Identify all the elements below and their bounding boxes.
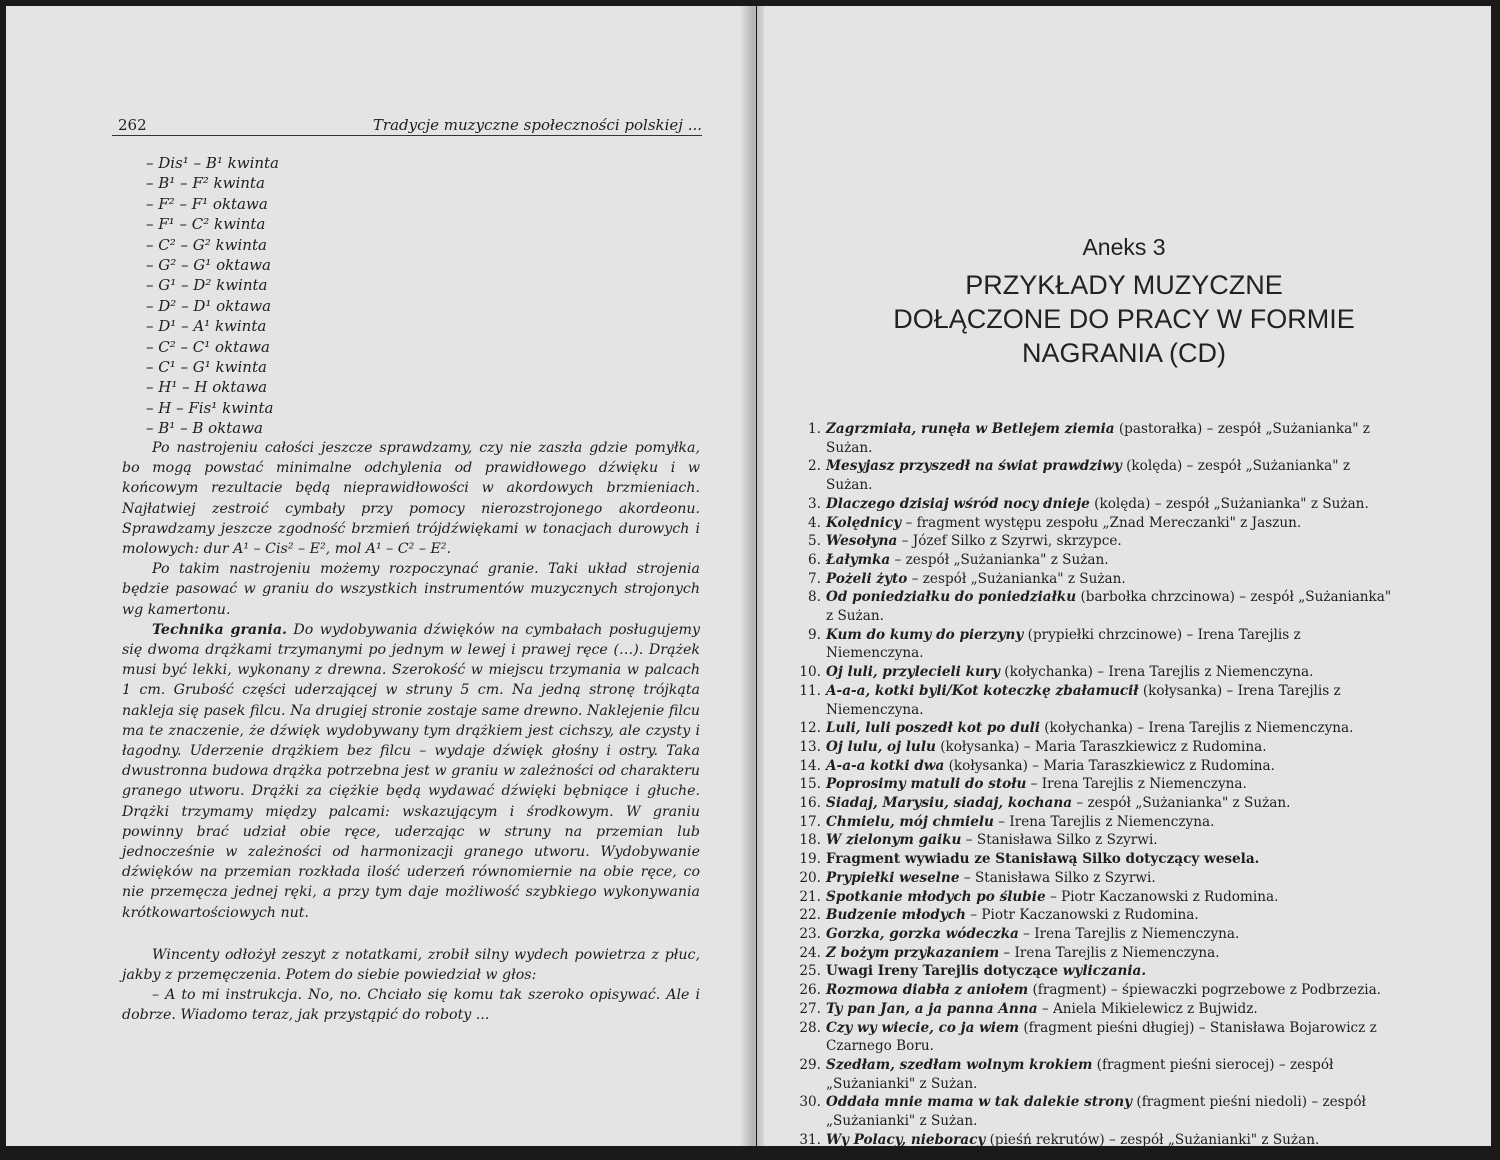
title-line: PRZYKŁADY MUZYCZNE (965, 270, 1283, 300)
recording-text (826, 944, 1393, 963)
recording-details: (kołychanka) – Irena Tarejlis z Niemenczyna. (999, 664, 1314, 681)
annex-heading: Aneks 3 (1082, 234, 1166, 260)
recording-details: (fragment) – śpiewaczki pogrzebowe z Podbrzezia. (1028, 982, 1382, 999)
paragraph: Po nastrojeniu całości jeszcze sprawdzamy, czy nie zaszła gdzie pomyłka, bo mogą powstać minimalne odchylenia od prawidłowego dźwięku i w końcowym rezultacie będą nieprawidłowości w akordowych brzmieniach. Najłatwiej zestroić cymbały przy pomocy nierozstrojonego akordeonu. Sprawdzamy jeszcze zgodność brzmień trójdźwiękami w tonacjach durowych i molowych: dur A¹ – Cis² – E², mol A¹ – C² – E². (122, 440, 700, 558)
recording-item (793, 1093, 1393, 1130)
recording-text (826, 1131, 1393, 1150)
recording-number: 6. (808, 551, 821, 568)
recording-text (826, 794, 1393, 813)
recording-number: 16. (799, 795, 821, 812)
recording-text (826, 588, 1393, 625)
interval-item: – C¹ – G¹ kwinta (146, 358, 267, 377)
recording-details: (kolęda) – zespół „Sużanianka" z Sużan. (826, 458, 1350, 494)
interval-item: – H¹ – H oktawa (146, 378, 268, 397)
recording-number: 2. (808, 458, 821, 475)
recording-title: Mesyjasz przyszedł na świat prawdziwy (826, 458, 1122, 475)
recording-text (826, 962, 1393, 981)
interval-item: – C² – G² kwinta (146, 235, 267, 254)
interval-item: – G² – G¹ oktawa (146, 256, 271, 275)
recording-details: (fragment pieśni niedoli) – zespół „Sużanianki" z Sużan. (826, 1094, 1366, 1130)
recording-item (793, 514, 1393, 533)
recording-title: Poprosimy matuli do stołu (826, 776, 1027, 793)
recording-number: 4. (808, 514, 821, 531)
recording-text (826, 1056, 1393, 1093)
recording-text (826, 626, 1393, 663)
recording-number: 29. (799, 1056, 821, 1073)
recording-item (793, 420, 1393, 457)
recording-title: Oddała mnie mama w tak dalekie strony (826, 1094, 1133, 1111)
recording-number: 27. (799, 1000, 821, 1017)
recording-title: Czy wy wiecie, co ja wiem (826, 1019, 1020, 1036)
recording-details: – Piotr Kaczanowski z Rudomina. (965, 907, 1199, 924)
recording-item (793, 850, 1393, 869)
recording-text (826, 850, 1393, 869)
recording-title: Dlaczego dzisiaj wśród nocy dnieje (826, 495, 1090, 512)
recording-number: 23. (799, 925, 821, 942)
recording-details: (kołysanka) – Irena Tarejlis z Niemenczyna. (826, 682, 1341, 718)
recording-number: 21. (799, 888, 821, 905)
recording-details: (kołysanka) – Maria Taraszkiewicz z Rudomina. (935, 738, 1267, 755)
recording-text (826, 682, 1393, 719)
recording-number: 14. (799, 757, 821, 774)
recording-item (793, 682, 1393, 719)
recording-title: Łałymka (826, 551, 891, 568)
recording-item (793, 719, 1393, 738)
recording-item (793, 962, 1393, 981)
recording-item (793, 532, 1393, 551)
recording-text (826, 495, 1393, 514)
recording-title: Oj lulu, oj lulu (826, 738, 936, 755)
recording-details: – Irena Tarejlis z Niemenczyna. (993, 813, 1215, 830)
recording-text (826, 551, 1393, 570)
recording-details: – Irena Tarejlis z Niemenczyna. (999, 944, 1220, 961)
recording-item (793, 1131, 1393, 1150)
technique-text: Do wydobywania dźwięków na cymbałach posługujemy się dwoma drążkami trzymanymi po jednym w lewej i prawej ręce (…). Drążek musi być lekki, wykonany z drewna. Szerokość w miejscu trzymania w palcach 1 cm. Grubość części uderzającej w struny 5 cm. Na jedną stronę trójkąta nakleja się pasek filcu. Na drugiej stronie zostaje same drewno. Naklejenie filcu ma te znaczenie, że dźwięk wydobywany tym drążkiem jest cichszy, ale czysty i łagodny. Uderzenie drążkiem bez filcu – wydaje dźwięk głośny i ostry. Taka dwustronna budowa drążka potrzebna jest w graniu w zależności od charakteru granego utworu. Drążki za ciężkie będą wydawać dźwięki bębniące i głuche. Drążki trzymamy między palcami: wskazującym i środkowym. W graniu powinny brać udział obie ręce, uderzając w struny na przemian lub jednocześnie w zależności od harmonizacji granego utworu. Wydobywanie dźwięków na przemian rozkłada ilość uderzeń równomiernie na obie ręce, co nie przemęcza jednej ręki, a przy tym daje możliwość szybkiego wykonywania krótkowartościowych nut. (122, 621, 700, 921)
recording-text (826, 1093, 1393, 1130)
recording-item (793, 570, 1393, 589)
recording-item (793, 813, 1393, 832)
recording-details: (prypiełki chrzcinowe) – Irena Tarejlis z Niemenczyna. (826, 626, 1301, 662)
closing-quote: – A to mi instrukcja. No, no. Chciało się komu tak szeroko opisywać. Ale i dobrze. Wiadomo teraz, jak przystąpić do roboty ... (122, 987, 700, 1024)
recording-title: W zielonym gaiku (826, 832, 962, 849)
recording-text (826, 514, 1393, 533)
recording-title: Rozmowa diabła z aniołem (826, 982, 1029, 999)
recording-title: Wesołyna (826, 533, 898, 550)
recording-number: 8. (808, 589, 821, 606)
recording-title: Fragment wywiadu ze Stanisławą Silko dotyczący wesela. (826, 851, 1260, 868)
recording-details: – fragment występu zespołu „Znad Mereczanki" z Jaszun. (901, 514, 1302, 531)
recording-number: 17. (799, 813, 821, 830)
recording-text (826, 813, 1393, 832)
interval-item: – C² – C¹ oktawa (146, 337, 270, 356)
interval-item: – F² – F¹ oktawa (146, 194, 268, 213)
recording-text (826, 663, 1393, 682)
recording-item (793, 738, 1393, 757)
recording-text (826, 888, 1393, 907)
recording-text (826, 738, 1393, 757)
right-page (757, 6, 1491, 1146)
recording-number: 12. (799, 720, 821, 737)
recording-details: (kołychanka) – Irena Tarejlis z Niemenczyna. (1039, 720, 1354, 737)
page-number: 262 (118, 116, 147, 134)
recording-item (793, 906, 1393, 925)
recording-number: 30. (799, 1094, 821, 1111)
interval-item: – F¹ – C² kwinta (146, 215, 266, 234)
recording-item (793, 588, 1393, 625)
recording-item (793, 775, 1393, 794)
recording-details: (pastorałka) – zespół „Sużanianka" z Sużan. (826, 421, 1370, 456)
recording-details: – Irena Tarejlis z Niemenczyna. (1018, 925, 1240, 942)
recording-item (793, 663, 1393, 682)
recording-text (826, 570, 1393, 589)
recording-item (793, 981, 1393, 1000)
recording-text (826, 1019, 1393, 1056)
recording-title: Z bożym przykazaniem (826, 944, 1000, 961)
recording-item (793, 626, 1393, 663)
recording-title: Zagrzmiała, runęła w Betlejem ziemia (826, 421, 1115, 437)
recording-title: Luli, luli poszedł kot po duli (826, 720, 1040, 737)
recording-item (793, 1056, 1393, 1093)
recording-text (826, 457, 1393, 494)
recording-title: Oj luli, przylecieli kury (826, 664, 1000, 681)
recording-title: Wy Polacy, nieboracy (826, 1131, 986, 1148)
recording-item (793, 944, 1393, 963)
recording-item (793, 794, 1393, 813)
recording-number: 20. (799, 869, 821, 886)
recording-item (793, 551, 1393, 570)
recording-emphasis: wyliczania. (1062, 963, 1147, 980)
recording-text (826, 981, 1393, 1000)
recording-title: Budzenie młodych (826, 907, 966, 924)
closing-paragraph: Wincenty odłożył zeszyt z notatkami, zrobił silny wydech powietrza z płuc, jakby z przemęczenia. Potem do siebie powiedział w głos: (122, 946, 700, 984)
recording-details: – Aniela Mikielewicz z Bujwidz. (1037, 1000, 1258, 1017)
interval-item: – D¹ – A¹ kwinta (146, 317, 267, 336)
interval-item: – Dis¹ – B¹ kwinta (146, 154, 280, 172)
recording-title: Pożeli żyto (826, 570, 908, 587)
title-line: NAGRANIA (CD) (1021, 338, 1227, 368)
annex-title (757, 268, 1491, 370)
recording-number: 11. (799, 682, 821, 699)
recording-number: 31. (799, 1131, 821, 1148)
interval-item: – D² – D¹ oktawa (146, 296, 272, 315)
book-gutter (740, 6, 764, 1146)
recording-item (793, 831, 1393, 850)
interval-list (146, 153, 279, 439)
recording-text (826, 1000, 1393, 1019)
recording-text (826, 775, 1393, 794)
body-text (122, 438, 700, 1026)
recording-text (826, 719, 1393, 738)
recording-item (793, 1000, 1393, 1019)
technique-paragraph (122, 620, 700, 923)
recording-text (826, 906, 1393, 925)
recording-title: A-a-a kotki dwa (826, 757, 945, 774)
recording-text (826, 831, 1393, 850)
title-line: DOŁĄCZONE DO PRACY W FORMIE (893, 304, 1355, 334)
recording-details: – zespół „Sużanianka" z Sużan. (907, 570, 1126, 587)
recording-number: 26. (799, 982, 821, 999)
recording-details: (kolęda) – zespół „Sużanianka" z Sużan. (1089, 495, 1369, 512)
paragraph: Po takim nastrojeniu możemy rozpoczynać granie. Taki układ strojenia będzie pasować w graniu do wszystkich instrumentów muzycznych strojonych wg kamertonu. (122, 561, 700, 618)
recording-title: Spotkanie młodych po ślubie (826, 888, 1046, 905)
recordings-list (793, 420, 1393, 1149)
recording-details: (pieśń rekrutów) – zespół „Sużanianki" z Sużan. (985, 1131, 1320, 1148)
recording-details: – zespół „Sużanianka" z Sużan. (1072, 795, 1291, 812)
recording-number: 15. (799, 776, 821, 793)
running-header (112, 114, 702, 136)
recording-number: 28. (799, 1019, 821, 1036)
recording-details: (kołysanka) – Maria Taraszkiewicz z Rudomina. (944, 757, 1275, 774)
recording-title: Chmielu, mój chmielu (826, 813, 994, 830)
interval-item: – G¹ – D² kwinta (146, 276, 268, 295)
recording-number: 9. (808, 626, 821, 643)
recording-title: Gorzka, gorzka wódeczka (826, 925, 1019, 942)
recording-number: 25. (799, 963, 821, 980)
recording-details: (barbołka chrzcinowa) – zespół „Sużanianka" z Sużan. (826, 589, 1392, 625)
recording-title: Prypiełki weselne (826, 869, 960, 886)
recording-item (793, 925, 1393, 944)
recording-number: 18. (799, 832, 821, 849)
recording-details: – zespół „Sużanianka" z Sużan. (890, 551, 1109, 568)
recording-number: 1. (808, 421, 821, 437)
recording-text (826, 869, 1393, 888)
recording-title: Siadaj, Marysiu, siadaj, kochana (826, 795, 1073, 812)
recording-number: 22. (799, 907, 821, 924)
recording-details: – Irena Tarejlis z Niemenczyna. (1026, 776, 1247, 793)
recording-details: (fragment pieśni sierocej) – zespół „Sużanianki" z Sużan. (826, 1056, 1334, 1092)
recording-details: – Stanisława Silko z Szyrwi. (959, 869, 1156, 886)
recording-title: Uwagi Ireny Tarejlis dotyczące (826, 963, 1063, 980)
recording-item (793, 757, 1393, 776)
recording-title: Ty pan Jan, a ja panna Anna (826, 1000, 1038, 1017)
recording-title: A-a-a, kotki byli/Kot koteczkę zbałamucił (826, 682, 1139, 699)
recording-number: 5. (808, 533, 821, 550)
recording-title: Kum do kumy do pierzyny (826, 626, 1024, 643)
left-page (6, 6, 756, 1146)
recording-details: (fragment pieśni długiej) – Stanisława Bojarowicz z Czarnego Boru. (826, 1019, 1377, 1055)
interval-item: – B¹ – B oktawa (146, 419, 264, 438)
recording-item (793, 457, 1393, 494)
recording-number: 19. (799, 851, 821, 868)
recording-text (826, 420, 1393, 457)
interval-item: – B¹ – F² kwinta (146, 174, 265, 193)
recording-number: 3. (808, 495, 821, 512)
running-title: Tradycje muzyczne społeczności polskiej ... (372, 116, 702, 134)
recording-item (793, 888, 1393, 907)
recording-number: 13. (799, 738, 821, 755)
recording-item (793, 869, 1393, 888)
recording-number: 24. (799, 944, 821, 961)
interval-item: – H – Fis¹ kwinta (146, 398, 274, 417)
recording-item (793, 1019, 1393, 1056)
recording-item (793, 495, 1393, 514)
recording-details: – Józef Silko z Szyrwi, skrzypce. (897, 533, 1122, 550)
recording-number: 10. (799, 664, 821, 681)
recording-number: 7. (808, 570, 821, 587)
recording-text (826, 925, 1393, 944)
recording-details: – Piotr Kaczanowski z Rudomina. (1045, 888, 1279, 905)
recording-text (826, 757, 1393, 776)
recording-title: Kolędnicy (826, 514, 902, 531)
recording-title: Szedłam, szedłam wolnym krokiem (826, 1056, 1093, 1073)
recording-text (826, 532, 1393, 551)
technique-heading: Technika grania. (152, 621, 287, 638)
recording-details: – Stanisława Silko z Szyrwi. (961, 832, 1158, 849)
recording-title: Od poniedziałku do poniedziałku (826, 589, 1077, 606)
